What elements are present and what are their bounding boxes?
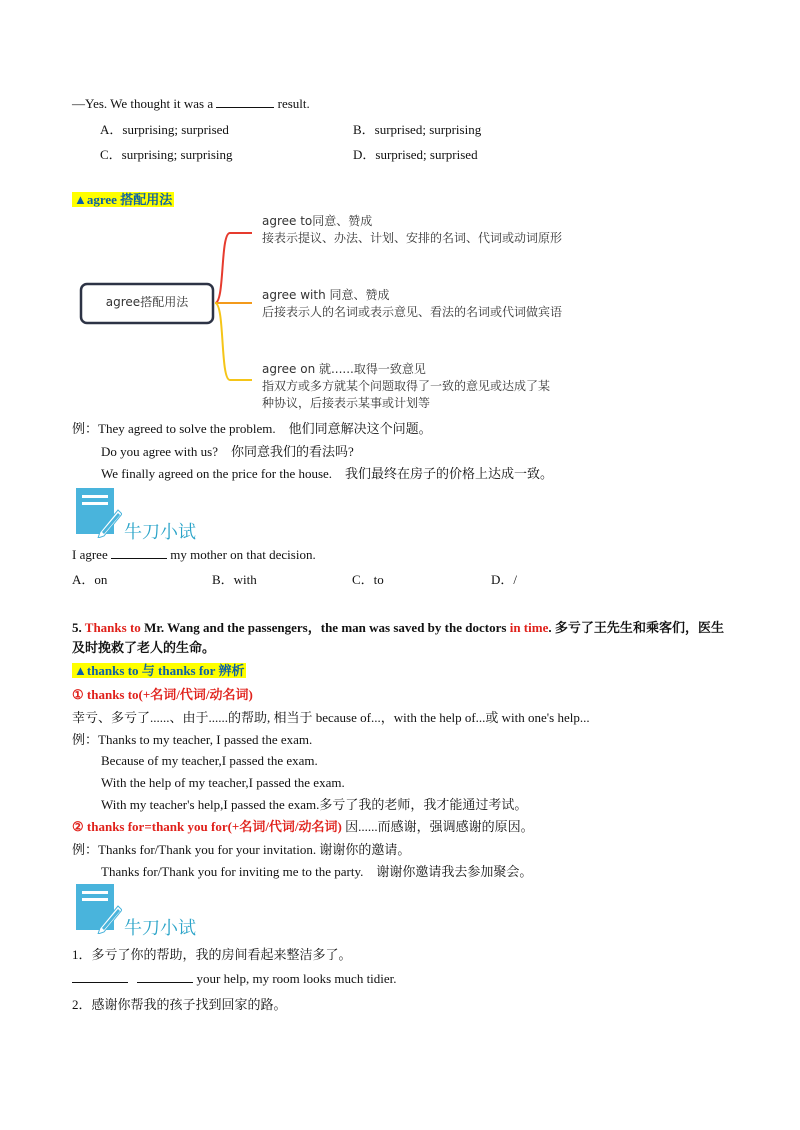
try1-option-d: D．/ <box>491 572 518 587</box>
answer-blank <box>137 982 193 983</box>
branch-connector-red <box>215 233 252 303</box>
agree-heading: ▲agree 搭配用法 <box>74 192 173 207</box>
notepad-pencil-icon <box>74 486 122 538</box>
branch-connector-yellow <box>215 303 252 380</box>
option-d: D．surprised; surprised <box>353 147 478 162</box>
branch-3-desc: 指双方或多方就某个问题取得了一致的意见或达成了某 <box>262 379 551 393</box>
try1-option-a: A．on <box>72 572 108 587</box>
thanks-to-example-4: With my teacher's help,I passed the exam.多亏了我的老师，我才能通过考试。 <box>101 797 528 812</box>
branch-2-title: agree with 同意、赞成 <box>262 288 390 302</box>
branch-1-title: agree to同意、赞成 <box>262 214 373 228</box>
item-5-sentence: 5. Thanks to Mr. Wang and the passengers，the man was saved by the doctors in time. 多亏了王先生和乘客们，医生及时挽救了老人的生命。 <box>72 620 725 655</box>
thanks-for-line: ② thanks for=thank you for(+名词/代词/动名词) 因......而感谢，强调感谢的原因。 <box>72 819 534 834</box>
try-section-title-2: 牛刀小试 <box>124 918 196 939</box>
thanks-to-example-1: 例：Thanks to my teacher, I passed the exam. <box>72 732 313 747</box>
try2-question-2: 2．感谢你帮我的孩子找到回家的路。 <box>72 997 287 1012</box>
agree-example-1: 例：They agreed to solve the problem. 他们同意解决这个问题。 <box>72 421 432 436</box>
branch-2-desc: 后接表示人的名词或表示意见、看法的名词或代词做宾语 <box>262 305 563 319</box>
option-b: B．surprised; surprising <box>353 122 482 137</box>
try2-question-1: 1．多亏了你的帮助，我的房间看起来整洁多了。 <box>72 947 352 962</box>
mindmap-center-label: agree搭配用法 <box>105 295 189 309</box>
notepad-pencil-icon <box>74 882 122 934</box>
prev-question-stem: —Yes. We thought it was a result. <box>72 96 310 111</box>
try1-option-c: C．to <box>352 572 384 587</box>
thanks-heading: ▲thanks to 与 thanks for 辨析 <box>74 663 245 678</box>
try1-option-b: B．with <box>212 572 257 587</box>
branch-1-desc: 接表示提议、办法、计划、安排的名词、代词或动词原形 <box>262 231 563 245</box>
thanks-to-description: 幸亏、多亏了......、由于......的帮助, 相当于 because of...，with the help of...或 with one's help... <box>72 710 590 725</box>
agree-example-2: Do you agree with us? 你同意我们的看法吗? <box>101 444 354 459</box>
thanks-to-example-2: Because of my teacher,I passed the exam. <box>101 753 318 768</box>
thanks-to-example-3: With the help of my teacher,I passed the exam. <box>101 775 345 790</box>
branch-3-desc-cont: 种协议，后接表示某事或计划等 <box>262 396 431 410</box>
agree-example-3: We finally agreed on the price for the house. 我们最终在房子的价格上达成一致。 <box>101 466 554 481</box>
answer-blank <box>111 558 167 559</box>
branch-3-title: agree on 就......取得一致意见 <box>262 362 426 376</box>
thanks-for-example-1: 例：Thanks for/Thank you for your invitation. 谢谢你的邀请。 <box>72 842 411 857</box>
try-section-title-1: 牛刀小试 <box>124 522 196 543</box>
option-a: A．surprising; surprised <box>100 122 229 137</box>
thanks-to-subheading: ① thanks to(+名词/代词/动名词) <box>72 687 253 702</box>
option-c: C．surprising; surprising <box>100 147 233 162</box>
try1-question: I agree my mother on that decision. <box>72 547 316 562</box>
answer-blank <box>72 982 128 983</box>
answer-blank <box>216 107 274 108</box>
thanks-for-example-2: Thanks for/Thank you for inviting me to the party. 谢谢你邀请我去参加聚会。 <box>101 864 533 879</box>
try2-question-1-english: your help, my room looks much tidier. <box>72 970 397 988</box>
